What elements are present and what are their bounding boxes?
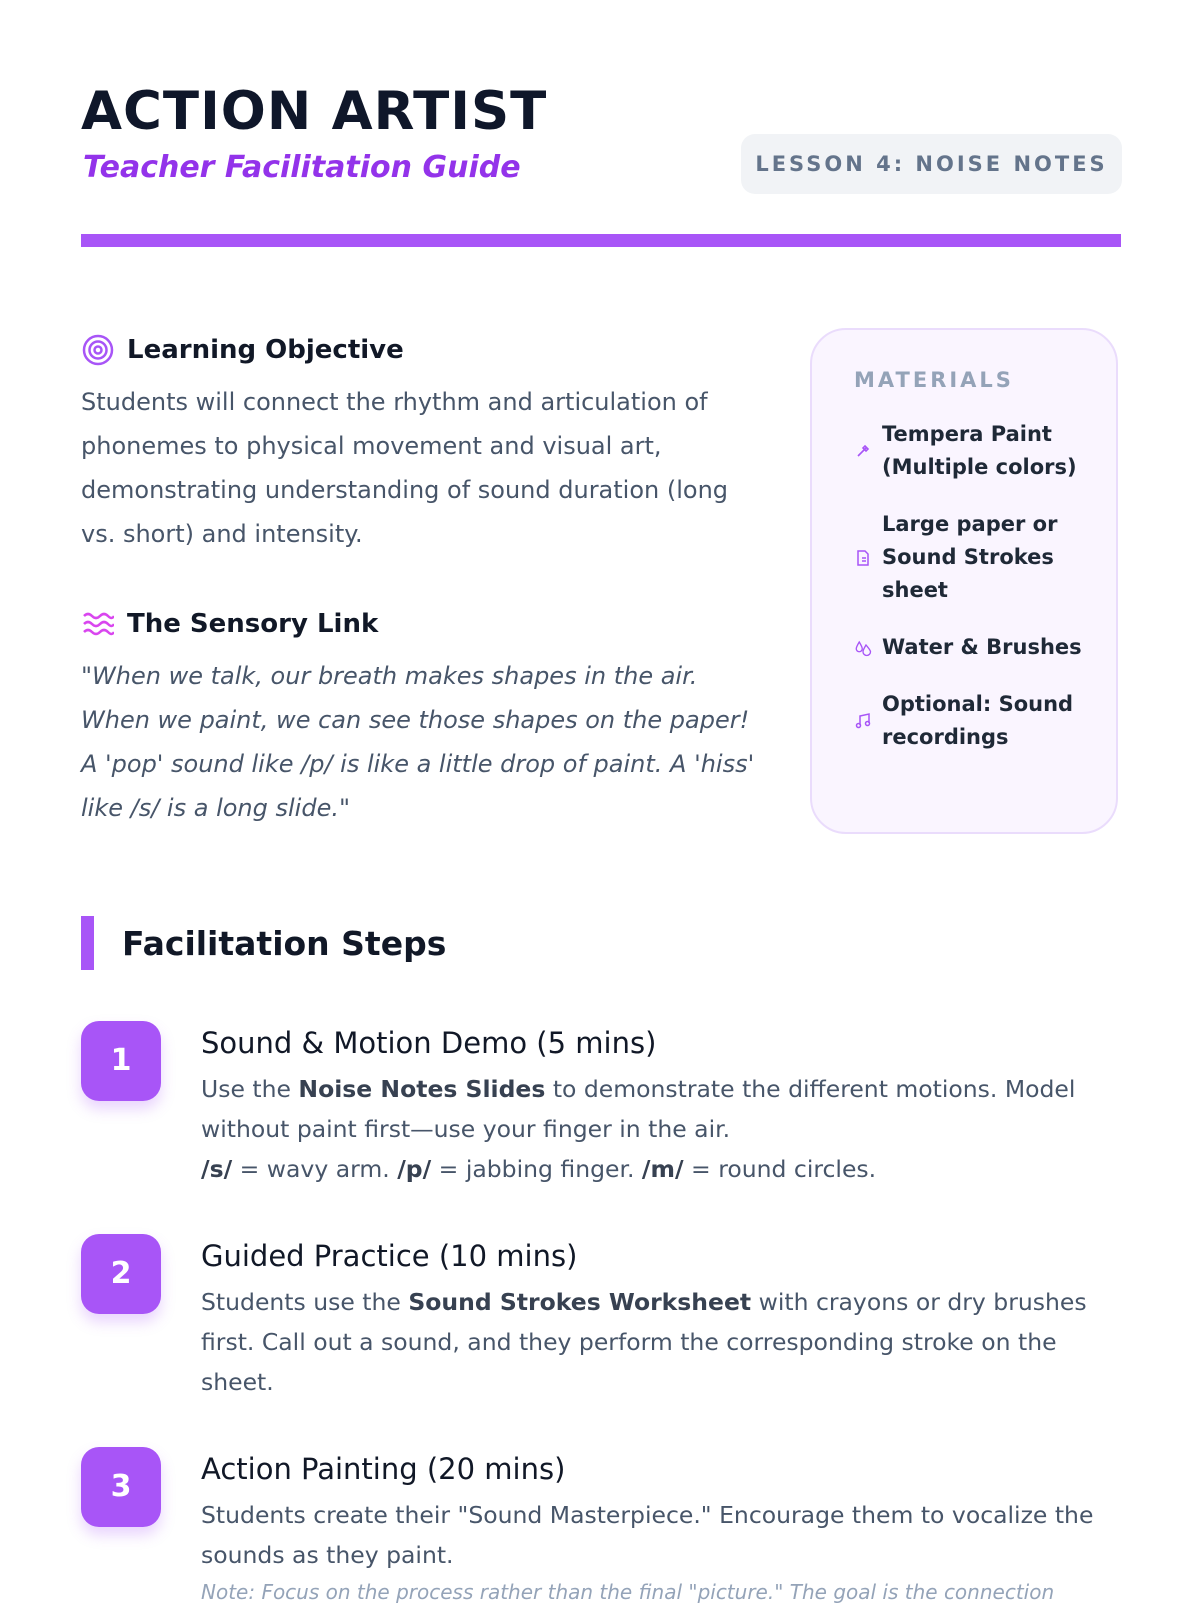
materials-item-label: Optional: Sound recordings <box>882 692 1074 749</box>
materials-card <box>810 328 1118 834</box>
brush-icon <box>854 442 872 460</box>
step-note: Note: Focus on the process rather than the final "picture." The goal is the connection <box>201 1580 1055 1604</box>
step-title: Action Painting (20 mins) <box>201 1452 566 1486</box>
music-icon <box>854 712 872 730</box>
header <box>81 82 1121 252</box>
step-number-badge: 2 <box>81 1234 161 1314</box>
header-divider <box>81 234 1121 247</box>
materials-item-label: Water & Brushes <box>882 635 1082 659</box>
heading-accent-bar <box>81 916 94 970</box>
materials-item <box>854 631 1086 664</box>
sensory-link-title: The Sensory Link <box>127 609 379 639</box>
learning-objective-title: Learning Objective <box>127 335 404 365</box>
learning-objective-text: Students will connect the rhythm and articulation of phonemes to physical movement and visual art, demonstrating understanding of sound duration (long vs. short) and intensity. <box>81 388 729 548</box>
step-text: Use the Noise Notes Slides to demonstrate the different motions. Model without paint first—use your finger in the air. /s/ = wavy arm. /p/ = jabbing finger. /m/ = round circles. <box>201 1075 1076 1183</box>
step-number-badge: 1 <box>81 1021 161 1101</box>
materials-item-label: Large paper or Sound Strokes sheet <box>882 512 1058 602</box>
waves-icon <box>81 607 115 641</box>
materials-item <box>854 688 1086 754</box>
sensory-link-quote: "When we talk, our breath makes shapes in the air. When we paint, we can see those shapes on the paper! A 'pop' sound like /p/ is like a little drop of paint. A 'hiss' like /s/ is a long slide." <box>81 662 755 822</box>
materials-item-label: Tempera Paint (Multiple colors) <box>882 422 1077 479</box>
droplets-icon <box>854 639 872 657</box>
step-text: Students create their "Sound Masterpiece." Encourage them to vocalize the sounds as they paint. <box>201 1501 1094 1569</box>
page-subtitle: Teacher Facilitation Guide <box>83 150 521 185</box>
step-text: Students use the Sound Strokes Worksheet with crayons or dry brushes first. Call out a sound, and they perform the corresponding stroke on the sheet. <box>201 1288 1087 1396</box>
step-title: Sound & Motion Demo (5 mins) <box>201 1026 657 1060</box>
materials-item <box>854 508 1086 607</box>
facilitation-steps-title: Facilitation Steps <box>122 923 447 963</box>
facilitation-steps-heading <box>81 916 446 970</box>
left-column <box>81 330 761 822</box>
step-number-badge: 3 <box>81 1447 161 1527</box>
lesson-badge: LESSON 4: NOISE NOTES <box>741 134 1122 194</box>
materials-item <box>854 418 1086 484</box>
target-icon <box>81 333 115 367</box>
materials-title: MATERIALS <box>854 368 1014 392</box>
learning-objective-section <box>81 330 761 556</box>
step-title: Guided Practice (10 mins) <box>201 1239 578 1273</box>
sensory-link-section <box>81 604 771 830</box>
file-icon <box>854 549 872 567</box>
page-title: ACTION ARTIST <box>81 81 548 142</box>
